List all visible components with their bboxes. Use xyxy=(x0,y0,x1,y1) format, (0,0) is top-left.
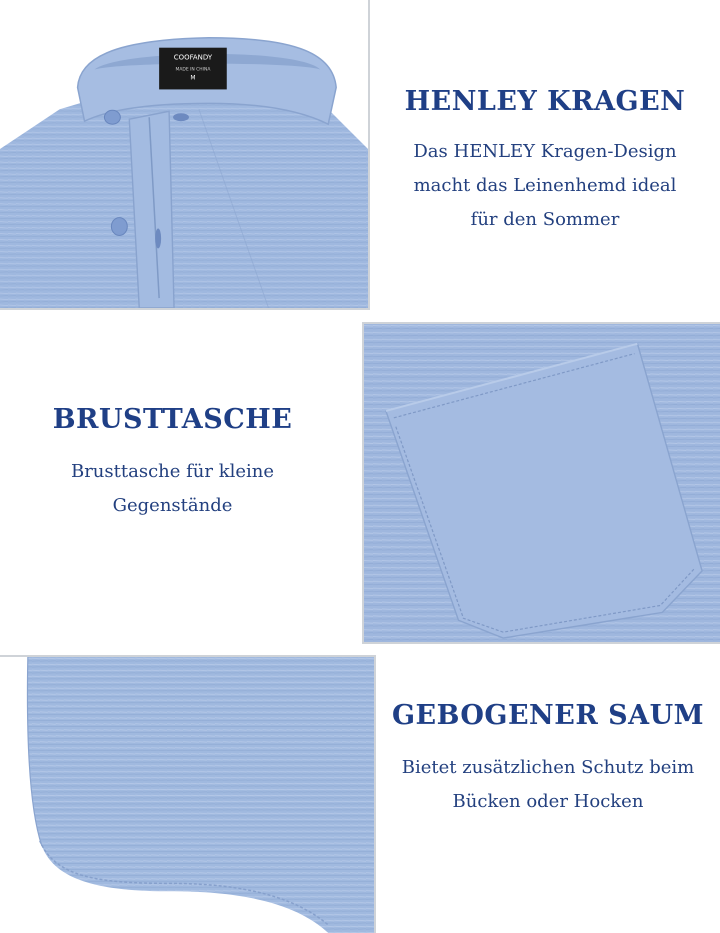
hem-illustration xyxy=(0,657,374,933)
pocket-photo xyxy=(362,322,720,644)
feature-description xyxy=(0,455,345,523)
feature-description xyxy=(370,135,720,237)
hem-photo xyxy=(0,655,376,933)
label-brand-text: COOFANDY xyxy=(173,53,213,62)
label-size-text: M xyxy=(190,74,196,82)
feature-title: GEBOGENER SAUM xyxy=(391,700,705,731)
collar-illustration xyxy=(0,0,368,308)
description-line: Das HENLEY Kragen-Design xyxy=(413,141,677,162)
collar-photo xyxy=(0,0,370,310)
description-line: Bietet zusätzlichen Schutz beim xyxy=(401,757,695,778)
feature-description xyxy=(376,751,720,819)
feature-henley-collar xyxy=(370,86,720,237)
feature-title: HENLEY KRAGEN xyxy=(404,86,686,117)
description-line: Gegenstände xyxy=(112,495,233,516)
feature-chest-pocket xyxy=(0,404,345,523)
description-line: Brusttasche für kleine xyxy=(70,461,275,482)
feature-curved-hem xyxy=(376,700,720,819)
label-origin-text: MADE IN CHINA xyxy=(175,67,211,73)
description-line: macht das Leinenhemd ideal xyxy=(413,175,677,196)
description-line: Bücken oder Hocken xyxy=(452,791,644,812)
feature-title: BRUSTTASCHE xyxy=(52,404,293,435)
description-line: für den Sommer xyxy=(470,209,620,230)
pocket-illustration xyxy=(364,324,720,642)
